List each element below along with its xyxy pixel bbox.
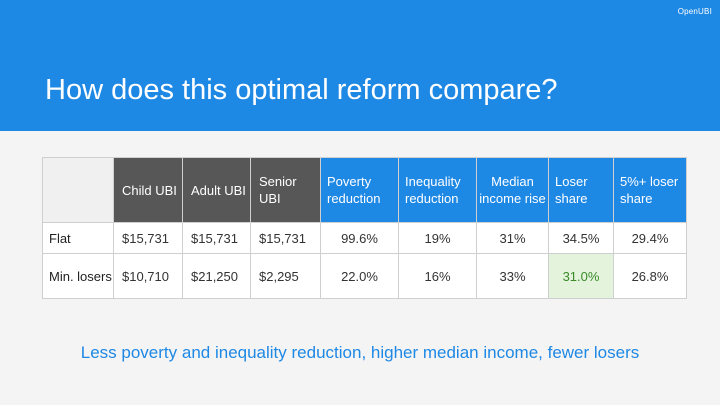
header-5pct-loser-share: 5%+ loser share [614,158,687,223]
brand-label: OpenUBI [677,7,712,16]
cell-loser-share-highlight: 31.0% [549,254,614,299]
cell-adult-ubi: $21,250 [183,254,251,299]
header-child-ubi: Child UBI [114,158,183,223]
cell-median-income-rise: 31% [477,223,549,254]
cell-median-income-rise: 33% [477,254,549,299]
cell-child-ubi: $10,710 [114,254,183,299]
table-row-min-losers [43,254,687,299]
slide-title: How does this optimal reform compare? [45,74,558,106]
table-header-row [43,158,687,223]
header-median-income-rise: Median income rise [477,158,549,223]
cell-inequality-reduction: 16% [399,254,477,299]
row-label: Min. losers [43,254,114,299]
header-loser-share: Loser share [549,158,614,223]
header-adult-ubi: Adult UBI [183,158,251,223]
cell-inequality-reduction: 19% [399,223,477,254]
cell-senior-ubi: $2,295 [251,254,321,299]
row-label: Flat [43,223,114,254]
cell-loser-share: 34.5% [549,223,614,254]
comparison-table [42,157,687,299]
cell-poverty-reduction: 99.6% [321,223,399,254]
cell-adult-ubi: $15,731 [183,223,251,254]
cell-5pct-loser-share: 26.8% [614,254,687,299]
header-poverty-reduction: Poverty reduction [321,158,399,223]
header-corner-cell [43,158,114,223]
title-banner [0,0,720,131]
table-row-flat [43,223,687,254]
summary-caption: Less poverty and inequality reduction, higher median income, fewer losers [80,343,640,362]
cell-poverty-reduction: 22.0% [321,254,399,299]
cell-senior-ubi: $15,731 [251,223,321,254]
header-senior-ubi: Senior UBI [251,158,321,223]
cell-child-ubi: $15,731 [114,223,183,254]
header-inequality-reduction: Inequality reduction [399,158,477,223]
cell-5pct-loser-share: 29.4% [614,223,687,254]
